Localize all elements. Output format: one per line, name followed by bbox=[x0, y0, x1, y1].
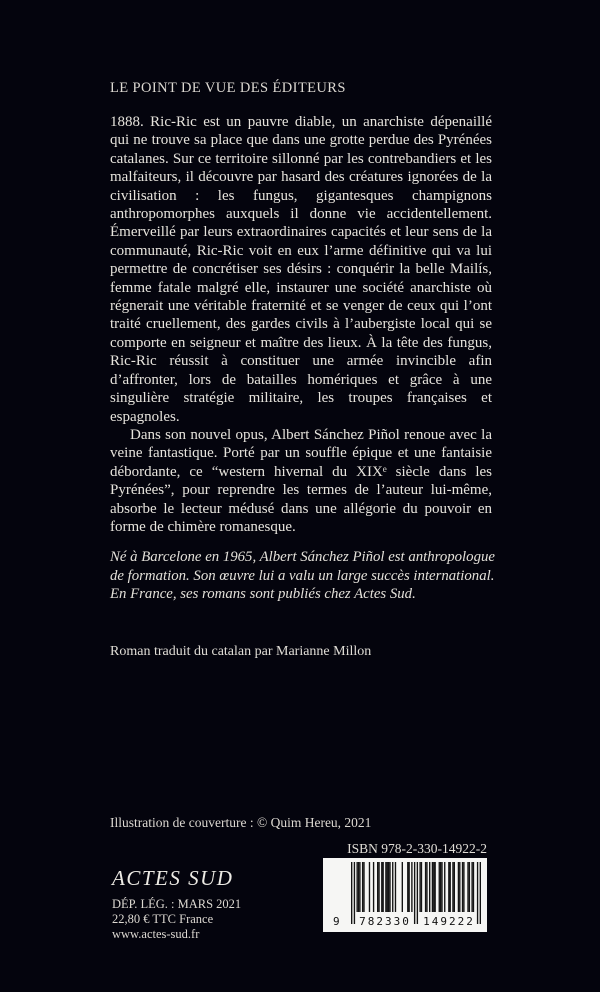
publisher-website: www.actes-sud.fr bbox=[112, 927, 200, 941]
editors-point-of-view-heading: LE POINT DE VUE DES ÉDITEURS bbox=[110, 80, 346, 96]
publisher-block bbox=[112, 866, 332, 942]
legal-deposit: DÉP. LÉG. : MARS 2021 bbox=[112, 897, 242, 911]
barcode-digits-right: 149222 bbox=[423, 915, 475, 928]
barcode-digits-left: 782330 bbox=[359, 915, 411, 928]
barcode-digit-first: 9 bbox=[333, 915, 342, 928]
price: 22,80 € TTC France bbox=[112, 912, 214, 926]
barcode bbox=[323, 858, 487, 932]
synopsis-paragraph-1: 1888. Ric-Ric est un pauvre diable, un anarchiste dépenaillé qui ne trouve sa place que dans une grotte perdue des Pyrénées catalanes. Sur ce territoire sillonné par les contrebandiers et les malfaiteurs, il découvre par hasard des créatures ignorées de la civilisation : les fungus, gigantesques champignons anthropomorphes auxquels il donne vie accidentellement. Émerveillé par leurs extraordinaires capacités et leur sens de la communauté, Ric-Ric voit en eux l’arme définitive qui va lui permettre de concrétiser ses désirs : conquérir la belle Mailís, femme fatale malgré elle, instaurer une société anarchiste où régnerait une véritable fraternité et se venger de ceux qui l’ont traité cruellement, des gardes civils à l’aubergiste local qui se comporte en seigneur et maître des lieux. À la tête des fungus, Ric-Ric réussit à constituer une armée invincible afin d’affronter, lors de batailles homériques et grâce à une singulière stratégie militaire, les troupes françaises et espagnoles. bbox=[110, 114, 492, 425]
isbn-label: ISBN 978-2-330-14922-2 bbox=[347, 841, 487, 856]
synopsis-text bbox=[110, 113, 492, 536]
translation-note: Roman traduit du catalan par Marianne Millon bbox=[110, 644, 372, 659]
synopsis-paragraph-2: Dans son nouvel opus, Albert Sánchez Piñol renoue avec la veine fantastique. Porté par un souffle épique et une fantaisie débordante, ce “western hivernal du XIXᵉ siècle dans les Pyrénées”, pour reprendre les termes de l’auteur lui-même, absorbe le lecteur médusé dans une allégorie du pouvoir en forme de chimère romanesque. bbox=[110, 426, 492, 535]
publisher-logo: ACTES SUD bbox=[112, 866, 234, 890]
author-bio: Né à Barcelone en 1965, Albert Sánchez Piñol est anthropologue de formation. Son œuvre lui a valu un large succès international. En France, ses romans sont publiés chez Actes Sud. bbox=[110, 549, 495, 603]
cover-illustration-credit: Illustration de couverture : © Quim Hereu, 2021 bbox=[110, 815, 372, 830]
